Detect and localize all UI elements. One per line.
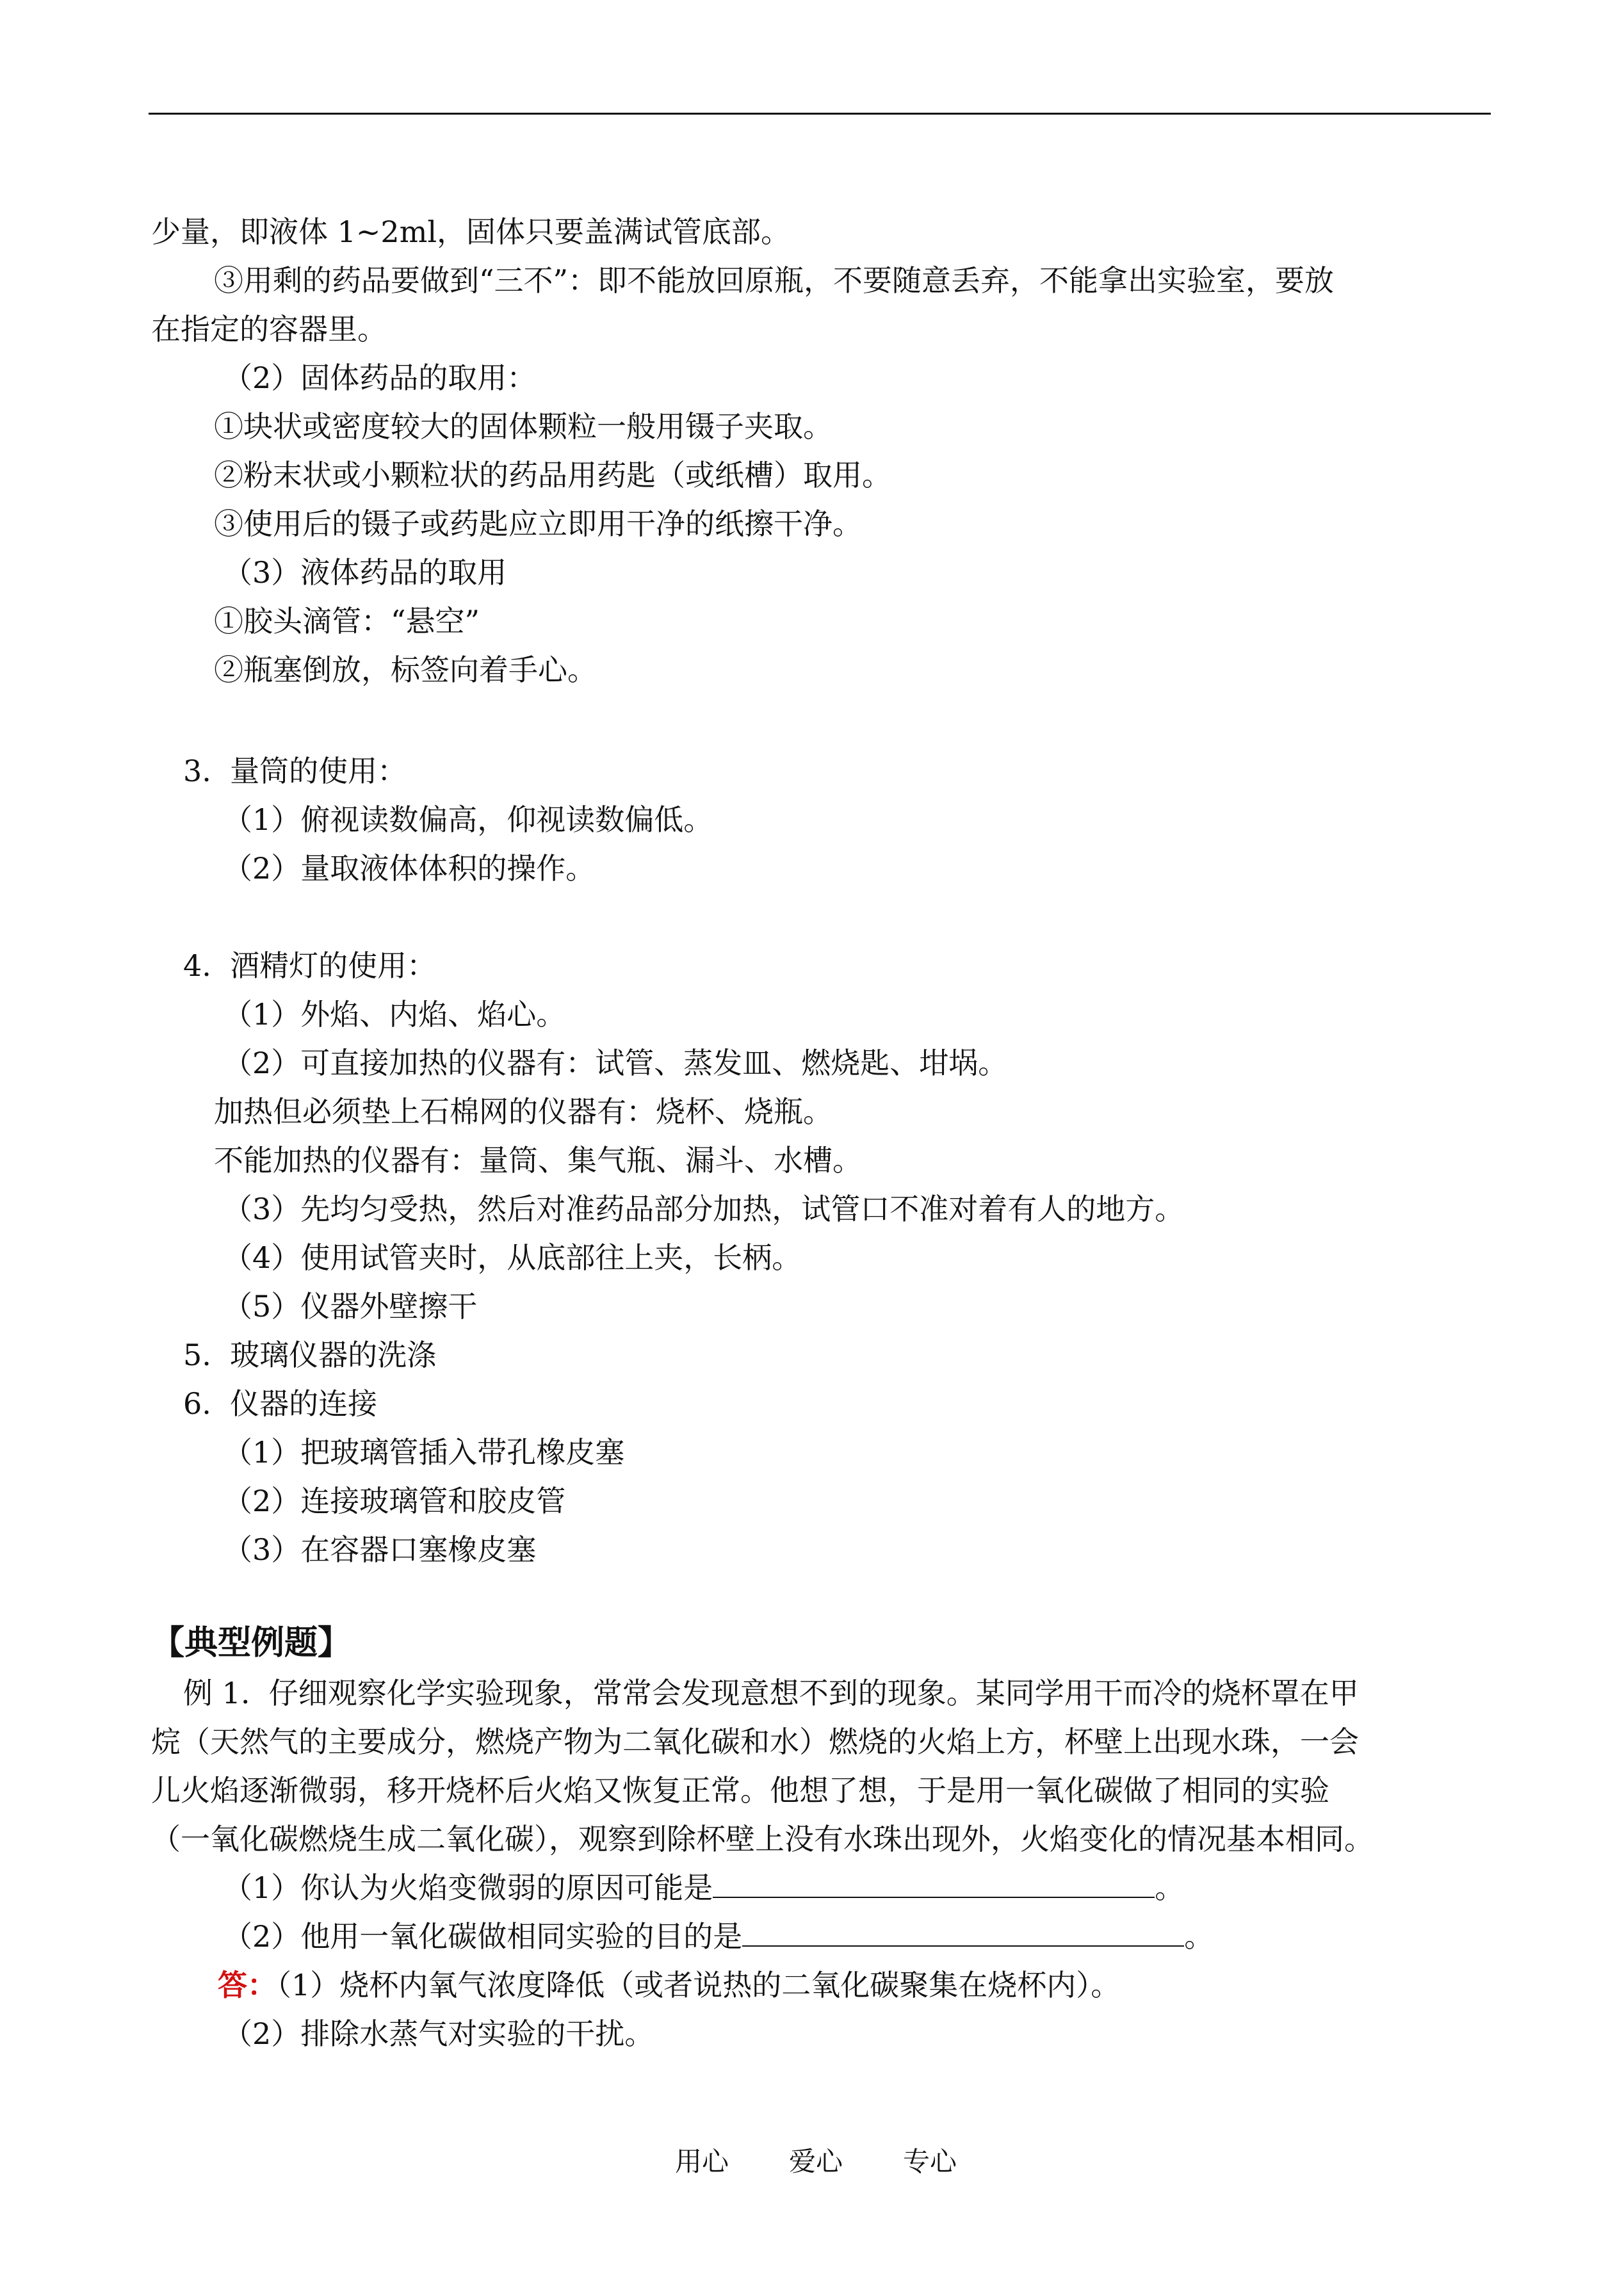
question-2 [223,1917,1214,1956]
example-text: 烷（天然气的主要成分，燃烧产物为二氧化碳和水）燃烧的火焰上方，杯壁上出现水珠，一会 [151,1724,1359,1759]
question-end: 。 [1155,1870,1185,1905]
text-line: （2）可直接加热的仪器有：试管、蒸发皿、燃烧匙、坩埚。 [223,1046,1008,1080]
text-line: （3）先均匀受热，然后对准药品部分加热，试管口不准对着有人的地方。 [223,1192,1185,1226]
example-text: （一氧化碳燃烧生成二氧化碳），观察到除杯壁上没有水珠出现外，火焰变化的情况基本相同。 [151,1822,1374,1856]
text-line: （1）俯视读数偏高，仰视读数偏低。 [223,802,713,837]
section-heading: 4. 酒精灯的使用： [183,948,437,983]
footer-text: 专心 [903,2146,957,2177]
answer-blank [713,1869,1155,1898]
text-line: ②粉末状或小颗粒状的药品用药匙（或纸槽）取用。 [214,458,891,492]
answer-label: 答： [218,1968,277,2002]
text-line: ①胶头滴管：“悬空” [214,604,480,638]
text-line: （1）外焰、内焰、焰心。 [223,997,566,1032]
text-line: ②瓶塞倒放，标签向着手心。 [214,653,597,687]
question-end: 。 [1184,1919,1214,1954]
text-line: （1）把玻璃管插入带孔橡皮塞 [223,1435,625,1470]
answer-blank [742,1917,1184,1947]
header-rule [149,113,1491,115]
text-line: 不能加热的仪器有：量筒、集气瓶、漏斗、水槽。 [214,1143,862,1178]
answer-text: （1）烧杯内氧气浓度降低（或者说热的二氧化碳聚集在烧杯内）。 [277,1968,1121,2002]
question-text: （2）他用一氧化碳做相同实验的目的是 [223,1919,743,1954]
question-1 [223,1869,1184,1907]
section-heading: 6. 仪器的连接 [183,1386,378,1421]
section-heading: 5. 玻璃仪器的洗涤 [183,1338,437,1372]
text-line: （2）连接玻璃管和胶皮管 [223,1484,566,1518]
text-line: ③使用后的镊子或药匙应立即用干净的纸擦干净。 [214,507,862,541]
text-line: （3）在容器口塞橡皮塞 [223,1532,537,1567]
footer-text: 用心 [675,2146,729,2177]
footer-text: 爱心 [789,2146,843,2177]
examples-heading: 【典型例题】 [151,1624,352,1662]
question-text: （1）你认为火焰变微弱的原因可能是 [223,1870,713,1905]
example-text: 儿火焰逐渐微弱，移开烧杯后火焰又恢复正常。他想了想，于是用一氧化碳做了相同的实验 [151,1773,1329,1808]
text-line: 少量，即液体 1~2ml，固体只要盖满试管底部。 [151,215,791,249]
text-line: 在指定的容器里。 [151,312,387,346]
text-line: （2）量取液体体积的操作。 [223,851,596,886]
answer-line [218,1966,1120,2004]
example-text: 例 1. 仔细观察化学实验现象，常常会发现意想不到的现象。某同学用干而冷的烧杯罩在甲 [183,1676,1359,1710]
text-line: （2）固体药品的取用： [223,361,537,395]
section-heading: 3. 量筒的使用： [183,754,407,788]
text-line: （4）使用试管夹时，从底部往上夹，长柄。 [223,1240,802,1275]
answer-line: （2）排除水蒸气对实验的干扰。 [223,2016,654,2051]
text-line: 加热但必须垫上石棉网的仪器有：烧杯、烧瓶。 [214,1094,832,1129]
text-line: （5）仪器外壁擦干 [223,1289,478,1324]
text-line: ③用剩的药品要做到“三不”：即不能放回原瓶，不要随意丢弃，不能拿出实验室，要放 [214,263,1335,298]
text-line: ①块状或密度较大的固体颗粒一般用镊子夹取。 [214,409,832,444]
text-line: （3）液体药品的取用 [223,555,507,590]
